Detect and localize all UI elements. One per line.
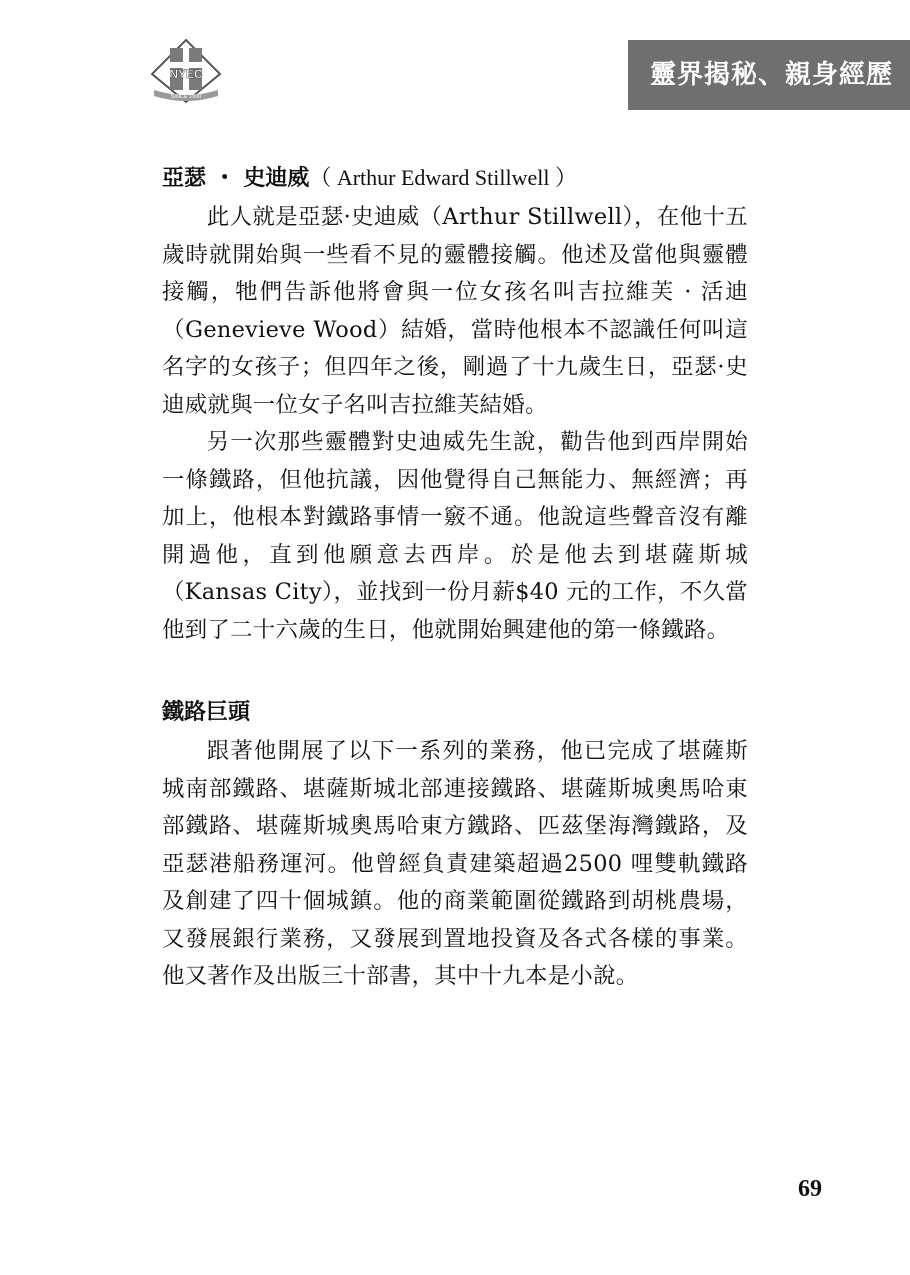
page-body xyxy=(162,158,748,996)
section-gap xyxy=(162,649,748,693)
heading-english-name: （ Arthur Edward Stillwell ） xyxy=(309,165,577,190)
section-heading-railroad-tycoon: 鐵路巨頭 xyxy=(162,700,251,725)
nyec-logo xyxy=(148,38,224,106)
paragraph: 此人就是亞瑟·史迪威（Arthur Stillwell），在他十五歲時就開始與一些看不見的靈體接觸。他述及當他與靈體接觸，牠們告訴他將會與一位女孩名叫吉拉維芙 · 活迪（Genevieve Wood）結婚，當時他根本不認識任何叫這名字的女孩子；但四年之後，剛過了十九歲生日，亞瑟·史迪威就與一位女子名叫吉拉維芙結婚。 xyxy=(162,204,748,418)
page-number: 69 xyxy=(798,1176,822,1202)
heading-chinese-name: 亞瑟 ・ 史迪威 xyxy=(162,166,310,191)
section-heading-stillwell xyxy=(162,158,748,199)
logo-subtext: SINCE 1990 xyxy=(170,94,202,100)
paragraph: 跟著他開展了以下一系列的業務，他已完成了堪薩斯城南部鐵路、堪薩斯城北部連接鐵路、堪薩斯城奧馬哈東部鐵路、堪薩斯城奧馬哈東方鐵路、匹茲堡海灣鐵路，及亞瑟港船務運河。他曾經負責建築超過2500 哩雙軌鐵路及創建了四十個城鎮。他的商業範圍從鐵路到胡桃農場，又發展銀行業務，又發展到置地投資及各式各樣的事業。他又著作及出版三十部書，其中十九本是小說。 xyxy=(162,738,748,989)
logo-text: NYEC xyxy=(169,67,203,81)
chapter-title-tab: 靈界揭秘、親身經歷 xyxy=(628,40,910,110)
paragraph: 另一次那些靈體對史迪威先生說，勸告他到西岸開始一條鐵路，但他抗議，因他覺得自己無能力、無經濟；再加上，他根本對鐵路事情一竅不通。他說這些聲音沒有離開過他，直到他願意去西岸。於是他去到堪薩斯城（Kansas City），並找到一份月薪$40 元的工作，不久當他到了二十六歲的生日，他就開始興建他的第一條鐵路。 xyxy=(162,429,748,643)
